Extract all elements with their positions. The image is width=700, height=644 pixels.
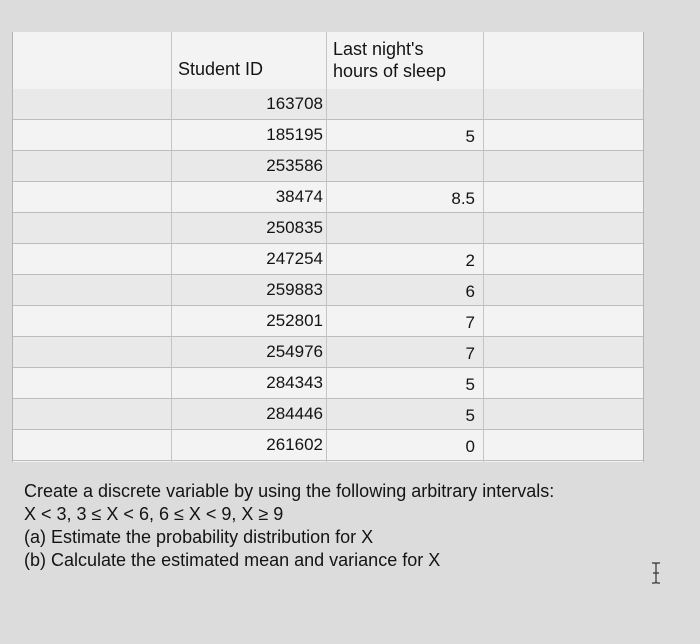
hours-of-sleep-cell[interactable]: 6 — [465, 282, 475, 301]
table-row — [13, 120, 643, 151]
table-row — [13, 275, 643, 306]
hours-of-sleep-cell[interactable]: 0 — [465, 437, 475, 456]
hours-of-sleep-cell[interactable]: 5 — [465, 375, 475, 394]
question-line-2: X < 3, 3 ≤ X < 6, 6 ≤ X < 9, X ≥ 9 — [24, 504, 284, 524]
table-row — [13, 399, 643, 430]
table-row — [13, 430, 643, 461]
student-id-cell[interactable]: 247254 — [266, 249, 323, 268]
student-id-cell[interactable]: 252801 — [266, 311, 323, 330]
hours-of-sleep-cell[interactable]: 7 — [465, 344, 475, 363]
column-divider — [483, 32, 484, 462]
student-id-cell[interactable]: 253586 — [266, 156, 323, 175]
question-text — [24, 480, 664, 572]
student-id-cell[interactable]: 185195 — [266, 125, 323, 144]
table-row — [13, 182, 643, 213]
column-divider — [171, 32, 172, 462]
table-row — [13, 89, 643, 120]
student-id-cell[interactable]: 254976 — [266, 342, 323, 361]
spreadsheet-table — [12, 32, 644, 462]
hours-of-sleep-cell[interactable]: 7 — [465, 313, 475, 332]
student-id-cell[interactable]: 163708 — [266, 94, 323, 113]
student-id-cell[interactable]: 259883 — [266, 280, 323, 299]
table-row — [13, 151, 643, 182]
hours-of-sleep-cell[interactable]: 2 — [465, 251, 475, 270]
question-line-1: Create a discrete variable by using the following arbitrary intervals: — [24, 481, 555, 501]
hours-of-sleep-cell[interactable]: 5 — [465, 127, 475, 146]
student-id-cell[interactable]: 284343 — [266, 373, 323, 392]
question-line-4: (b) Calculate the estimated mean and variance for X — [24, 550, 441, 570]
table-row — [13, 213, 643, 244]
column-divider — [326, 32, 327, 462]
header-student-id: Student ID — [178, 59, 264, 79]
table-row — [13, 306, 643, 337]
table-row — [13, 337, 643, 368]
table-row — [13, 244, 643, 275]
question-line-3: (a) Estimate the probability distribution for X — [24, 527, 374, 547]
student-id-cell[interactable]: 284446 — [266, 404, 323, 423]
header-row — [13, 32, 643, 90]
hours-of-sleep-cell[interactable]: 8.5 — [451, 189, 475, 208]
text-cursor-icon — [650, 561, 662, 585]
hours-of-sleep-cell[interactable]: 5 — [465, 406, 475, 425]
header-hours-of-sleep: Last night's hours of sleep — [333, 39, 447, 81]
student-id-cell[interactable]: 261602 — [266, 435, 323, 454]
table-row — [13, 368, 643, 399]
student-id-cell[interactable]: 38474 — [275, 187, 323, 206]
student-id-cell[interactable]: 250835 — [266, 218, 323, 237]
